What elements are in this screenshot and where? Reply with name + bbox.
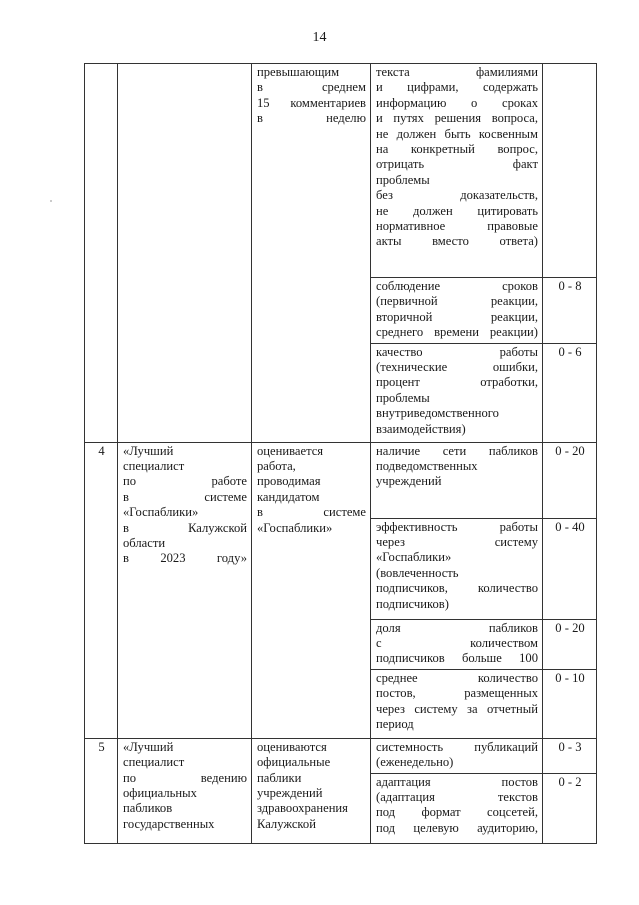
cell-line: с количеством [376, 636, 538, 651]
cell-line: взаимодействия) [376, 421, 466, 436]
cell-line: адаптация постов [376, 774, 538, 789]
cell-line: качество работы [376, 344, 538, 359]
cell-line: паблики [257, 770, 302, 785]
cell-line: информацию о сроках [376, 95, 538, 110]
cell-line: на конкретный вопрос, [376, 142, 538, 157]
cell-line: учреждений [376, 474, 442, 489]
cell-line: через систему [376, 535, 538, 550]
criteria-table [84, 63, 597, 844]
cell-line: «Лучший [123, 739, 174, 754]
cell-line: оценивается [257, 443, 324, 458]
cell-line: не должен быть косвенным [376, 126, 538, 141]
cell-line: не должен цитировать [376, 203, 538, 218]
cell-line: проблемы [376, 172, 430, 187]
criterion-cell [371, 343, 543, 442]
row-number: 4 [85, 442, 118, 738]
cell-line: оцениваются [257, 739, 327, 754]
score-cell: 0 - 20 [543, 442, 597, 518]
criterion-cell [371, 773, 543, 843]
cell-line: и путях решения вопроса, [376, 111, 538, 126]
cell-line: в 2023 году» [123, 551, 247, 566]
cell-line: отрицать факт [376, 157, 538, 172]
row-number: 5 [85, 738, 118, 843]
cell-line: превышающим [257, 65, 340, 79]
cell-line: (первичной реакции, [376, 294, 538, 309]
table-row [85, 64, 597, 278]
cell-line: пабликов [123, 801, 173, 816]
score-cell: 0 - 2 [543, 773, 597, 843]
cell-line: «Госпаблики» [123, 505, 199, 520]
cell-line: вторичной реакции, [376, 309, 538, 324]
cell-line: проблемы [376, 390, 430, 405]
cell-line: и цифрами, содержать [376, 80, 538, 95]
row-number [85, 64, 118, 443]
cell-line: эффективность работы [376, 519, 538, 534]
criterion-cell [371, 442, 543, 518]
cell-line: «Госпаблики» [257, 520, 333, 535]
cell-line: Калужской [257, 816, 316, 831]
cell-line: процент отработки, [376, 375, 538, 390]
cell-line: подписчиков больше 100 [376, 651, 538, 666]
cell-line: постов, размещенных [376, 686, 538, 701]
cell-line: 15 комментариев [257, 95, 366, 110]
criterion-cell [371, 278, 543, 344]
cell-line: официальные [257, 755, 331, 770]
cell-line: внутриведомственного [376, 406, 499, 421]
cell-line: «Лучший [123, 443, 174, 458]
cell-line: проводимая [257, 474, 321, 489]
cell-line: по ведению [123, 770, 247, 785]
cell-line: доля пабликов [376, 620, 538, 635]
cell-line: под целевую аудиторию, [376, 820, 538, 835]
cell-line: здравоохранения [257, 801, 348, 816]
page-number: 14 [312, 30, 327, 45]
cell-line: государственных [123, 816, 215, 831]
cell-line: специалист [123, 459, 185, 474]
cell-line: (технические ошибки, [376, 360, 538, 375]
cell-line: «Госпаблики» [376, 550, 452, 565]
cell-line: работа, [257, 459, 296, 474]
criteria-table-body [85, 64, 597, 844]
score-cell: 0 - 8 [543, 278, 597, 344]
cell-line: наличие сети пабликов [376, 443, 538, 458]
cell-line: без доказательств, [376, 188, 538, 203]
cell-line: (адаптация текстов [376, 790, 538, 805]
criterion-cell [371, 64, 543, 278]
nomination-cell [118, 738, 252, 843]
cell-line: учреждений [257, 786, 323, 801]
cell-line: области [123, 536, 166, 551]
description-cell [252, 738, 371, 843]
cell-line: подписчиков) [376, 596, 449, 611]
cell-line: среднее количество [376, 670, 538, 685]
score-cell: 0 - 20 [543, 619, 597, 669]
cell-line: в системе [123, 489, 247, 504]
cell-line: (еженедельно) [376, 755, 454, 770]
cell-line: в системе [257, 505, 366, 520]
cell-line: официальных [123, 786, 197, 801]
cell-line: через систему за отчетный [376, 701, 538, 716]
cell-line: кандидатом [257, 489, 320, 504]
cell-line: по работе [123, 474, 247, 489]
score-cell: 0 - 40 [543, 518, 597, 619]
cell-line: акты вместо ответа) [376, 234, 538, 249]
score-cell: 0 - 10 [543, 669, 597, 738]
cell-line: специалист [123, 755, 185, 770]
cell-line: нормативное правовые [376, 219, 538, 234]
score-cell: 0 - 3 [543, 738, 597, 773]
cell-line: в неделю [257, 111, 366, 126]
criterion-cell [371, 669, 543, 738]
cell-line: в Калужской [123, 520, 247, 535]
criterion-cell [371, 738, 543, 773]
score-cell: 0 - 6 [543, 343, 597, 442]
cell-line: в среднем [257, 80, 366, 95]
table-row [85, 442, 597, 518]
score-cell [543, 64, 597, 278]
cell-line: соблюдение сроков [376, 279, 538, 293]
nomination-cell [118, 442, 252, 738]
cell-line: системность публикаций [376, 739, 538, 754]
scan-speck [50, 200, 52, 202]
cell-line: подведомственных [376, 459, 478, 474]
cell-line: подписчиков, количество [376, 581, 538, 596]
cell-line: период [376, 717, 414, 732]
cell-line: текста фамилиями [376, 65, 538, 79]
description-cell [252, 442, 371, 738]
description-cell [252, 64, 371, 443]
table-row [85, 738, 597, 773]
criterion-cell [371, 518, 543, 619]
cell-line: под формат соцсетей, [376, 805, 538, 820]
cell-line: (вовлеченность [376, 565, 459, 580]
nomination-cell [118, 64, 252, 443]
cell-line: среднего времени реакции) [376, 325, 538, 340]
criterion-cell [371, 619, 543, 669]
